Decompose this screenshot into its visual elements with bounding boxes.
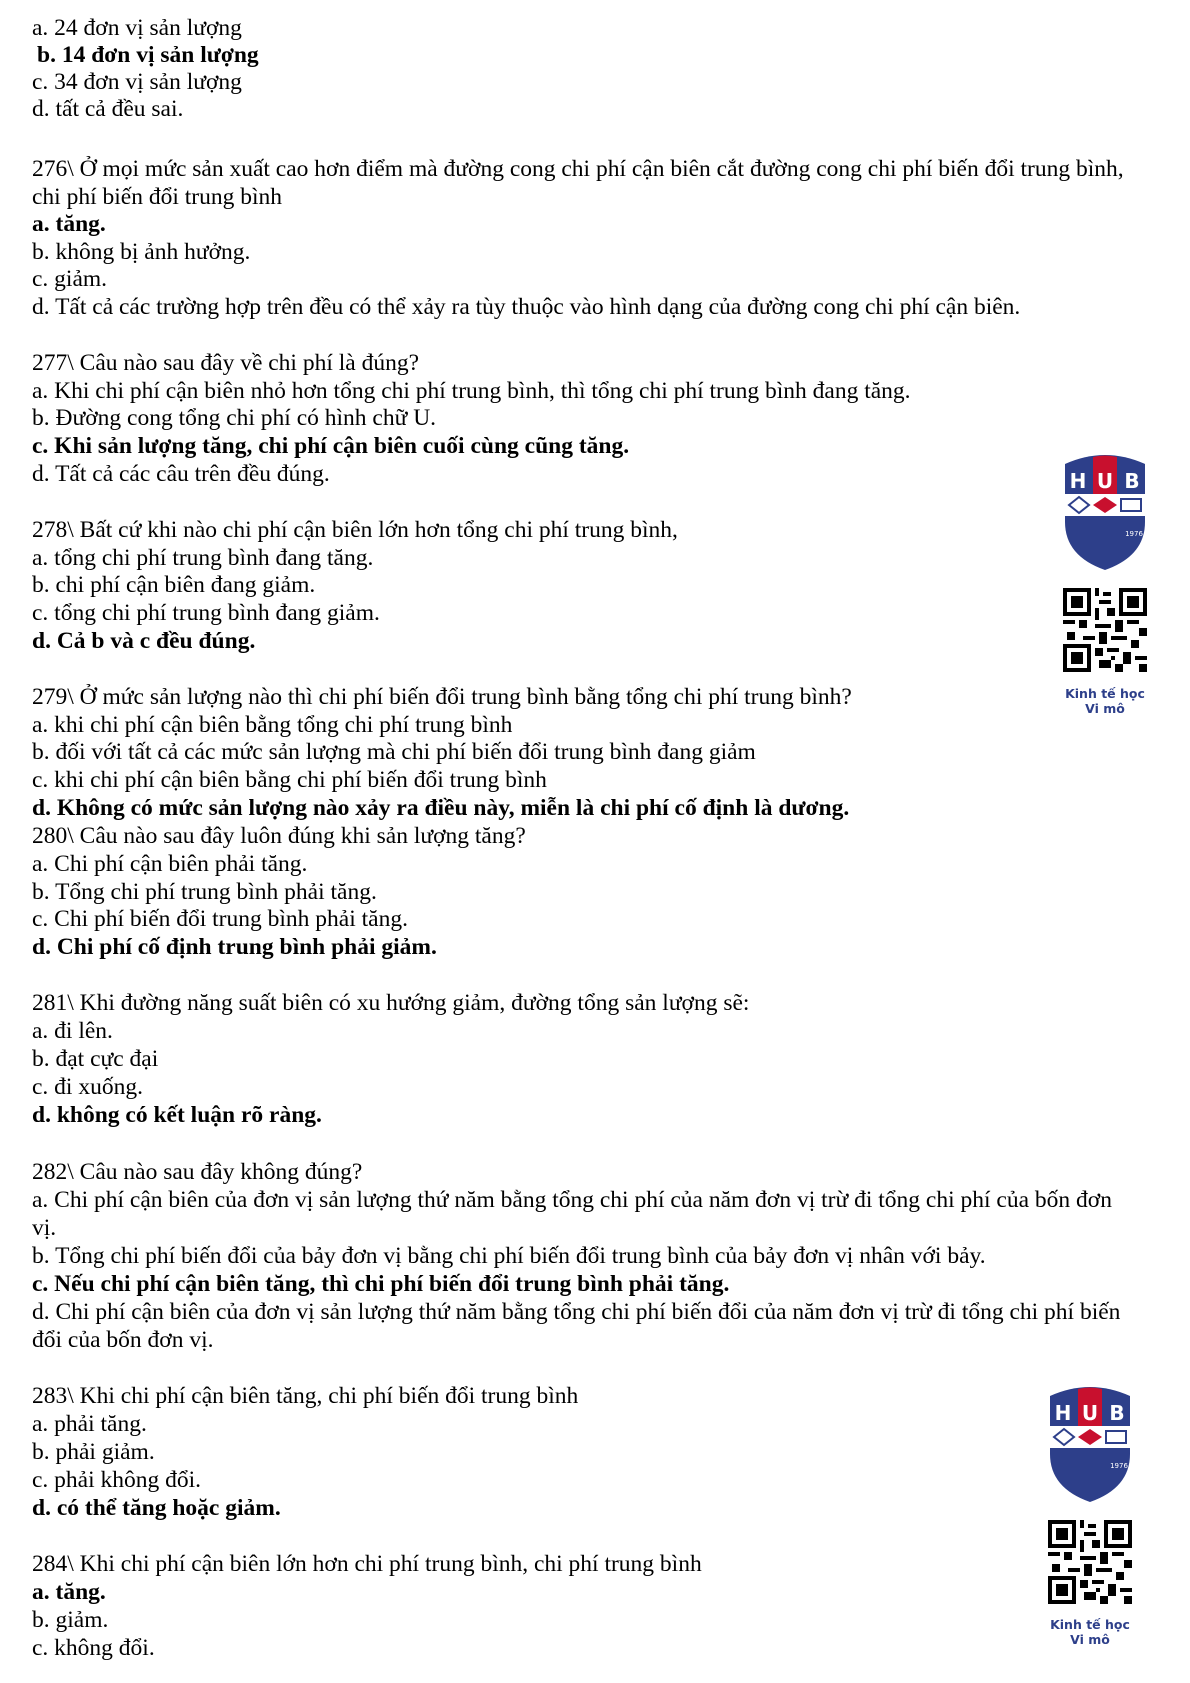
option-line-correct: d. Cả b và c đều đúng. bbox=[32, 628, 256, 654]
option-line: a. Chi phí cận biên của đơn vị sản lượng thứ năm bằng tổng chi phí của năm đơn vị trừ đi tổng chi phí của bốn đơn bbox=[32, 1187, 1112, 1213]
hub-shield-logo bbox=[1048, 1384, 1132, 1504]
option-line: b. Tổng chi phí trung bình phải tăng. bbox=[32, 879, 377, 905]
logo-caption-line2: Vi mô bbox=[1070, 1632, 1110, 1647]
option-line: đổi của bốn đơn vị. bbox=[32, 1327, 214, 1353]
question-line: 279\ Ở mức sản lượng nào thì chi phí biến đổi trung bình bằng tổng chi phí trung bình? bbox=[32, 684, 852, 710]
option-line-correct: a. tăng. bbox=[32, 211, 106, 237]
question-line: 278\ Bất cứ khi nào chi phí cận biên lớn hơn tổng chi phí trung bình, bbox=[32, 517, 678, 543]
option-line: c. đi xuống. bbox=[32, 1074, 143, 1100]
option-line: c. giảm. bbox=[32, 266, 108, 292]
question-line: 276\ Ở mọi mức sản xuất cao hơn điểm mà đường cong chi phí cận biên cắt đường cong chi phí biến đổi trung bình, bbox=[32, 156, 1124, 182]
logo-year: 1976 bbox=[1125, 530, 1143, 538]
option-line-correct: d. Chi phí cố định trung bình phải giảm. bbox=[32, 934, 437, 960]
question-line: 282\ Câu nào sau đây không đúng? bbox=[32, 1159, 363, 1185]
option-line: d. tất cả đều sai. bbox=[32, 96, 184, 122]
option-line: b. đạt cực đại bbox=[32, 1046, 159, 1072]
option-line: a. 24 đơn vị sản lượng bbox=[32, 15, 242, 41]
option-line: b. đối với tất cả các mức sản lượng mà chi phí biến đổi trung bình đang giảm bbox=[32, 739, 756, 765]
option-line: a. khi chi phí cận biên bằng tổng chi phí trung bình bbox=[32, 712, 513, 738]
question-line: 284\ Khi chi phí cận biên lớn hơn chi phí trung bình, chi phí trung bình bbox=[32, 1551, 702, 1577]
option-line: b. Đường cong tổng chi phí có hình chữ U. bbox=[32, 405, 437, 431]
logo-letter-h: H bbox=[1069, 469, 1087, 493]
question-line: 281\ Khi đường năng suất biên có xu hướng giảm, đường tổng sản lượng sẽ: bbox=[32, 990, 750, 1016]
option-line-correct: a. tăng. bbox=[32, 1579, 106, 1605]
question-line: chi phí biến đổi trung bình bbox=[32, 184, 282, 210]
option-line: b. chi phí cận biên đang giảm. bbox=[32, 572, 316, 598]
qr-code bbox=[1048, 1520, 1132, 1604]
option-line: a. phải tăng. bbox=[32, 1411, 147, 1437]
option-line-correct: d. không có kết luận rõ ràng. bbox=[32, 1102, 322, 1128]
logo-caption-line2: Vi mô bbox=[1085, 701, 1125, 716]
option-line: b. không bị ảnh hưởng. bbox=[32, 239, 251, 265]
logo-caption-line1: Kinh tế học bbox=[1065, 686, 1145, 701]
option-line: c. không đổi. bbox=[32, 1635, 155, 1661]
question-line: 277\ Câu nào sau đây về chi phí là đúng? bbox=[32, 350, 420, 376]
question-line: 283\ Khi chi phí cận biên tăng, chi phí biến đổi trung bình bbox=[32, 1383, 579, 1409]
option-line: a. đi lên. bbox=[32, 1018, 113, 1044]
option-line-correct: c. Nếu chi phí cận biên tăng, thì chi phí biến đổi trung bình phải tăng. bbox=[32, 1271, 730, 1297]
logo-letter-u: U bbox=[1081, 1401, 1099, 1425]
option-line-correct: c. Khi sản lượng tăng, chi phí cận biên cuối cùng cũng tăng. bbox=[32, 433, 630, 459]
option-line-correct: d. có thể tăng hoặc giảm. bbox=[32, 1495, 281, 1521]
option-line: b. phải giảm. bbox=[32, 1439, 155, 1465]
qr-code bbox=[1063, 588, 1147, 672]
option-line: a. tổng chi phí trung bình đang tăng. bbox=[32, 545, 374, 571]
question-line: 280\ Câu nào sau đây luôn đúng khi sản lượng tăng? bbox=[32, 823, 526, 849]
option-line: c. tổng chi phí trung bình đang giảm. bbox=[32, 600, 380, 626]
logo-letter-u: U bbox=[1096, 469, 1114, 493]
option-line: c. Chi phí biến đổi trung bình phải tăng. bbox=[32, 906, 408, 932]
option-line: c. khi chi phí cận biên bằng chi phí biến đổi trung bình bbox=[32, 767, 547, 793]
logo-caption bbox=[1055, 686, 1155, 716]
option-line: d. Tất cả các trường hợp trên đều có thể xảy ra tùy thuộc vào hình dạng của đường cong chi phí cận biên. bbox=[32, 294, 1021, 320]
option-line: c. phải không đổi. bbox=[32, 1467, 202, 1493]
option-line-correct: d. Không có mức sản lượng nào xảy ra điều này, miễn là chi phí cố định là dương. bbox=[32, 795, 850, 821]
logo-year: 1976 bbox=[1110, 1462, 1128, 1470]
option-line: c. 34 đơn vị sản lượng bbox=[32, 69, 242, 95]
hub-shield-logo bbox=[1063, 452, 1147, 572]
option-line: d. Chi phí cận biên của đơn vị sản lượng thứ năm bằng tổng chi phí biến đổi của năm đơn vị trừ đi tổng chi phí biến bbox=[32, 1299, 1121, 1325]
option-line: d. Tất cả các câu trên đều đúng. bbox=[32, 461, 330, 487]
logo-letter-b: B bbox=[1109, 1401, 1125, 1425]
logo-caption bbox=[1040, 1617, 1140, 1647]
option-line: b. giảm. bbox=[32, 1607, 109, 1633]
logo-letter-h: H bbox=[1054, 1401, 1072, 1425]
logo-letter-b: B bbox=[1124, 469, 1140, 493]
option-line: a. Khi chi phí cận biên nhỏ hơn tổng chi phí trung bình, thì tổng chi phí trung bình đang tăng. bbox=[32, 378, 911, 404]
logo-caption-line1: Kinh tế học bbox=[1050, 1617, 1130, 1632]
option-line: a. Chi phí cận biên phải tăng. bbox=[32, 851, 308, 877]
option-line: vị. bbox=[32, 1215, 57, 1241]
option-line: b. Tổng chi phí biến đổi của bảy đơn vị bằng chi phí biến đổi trung bình của bảy đơn vị nhân với bảy. bbox=[32, 1243, 986, 1269]
option-line-correct: b. 14 đơn vị sản lượng bbox=[37, 42, 259, 68]
